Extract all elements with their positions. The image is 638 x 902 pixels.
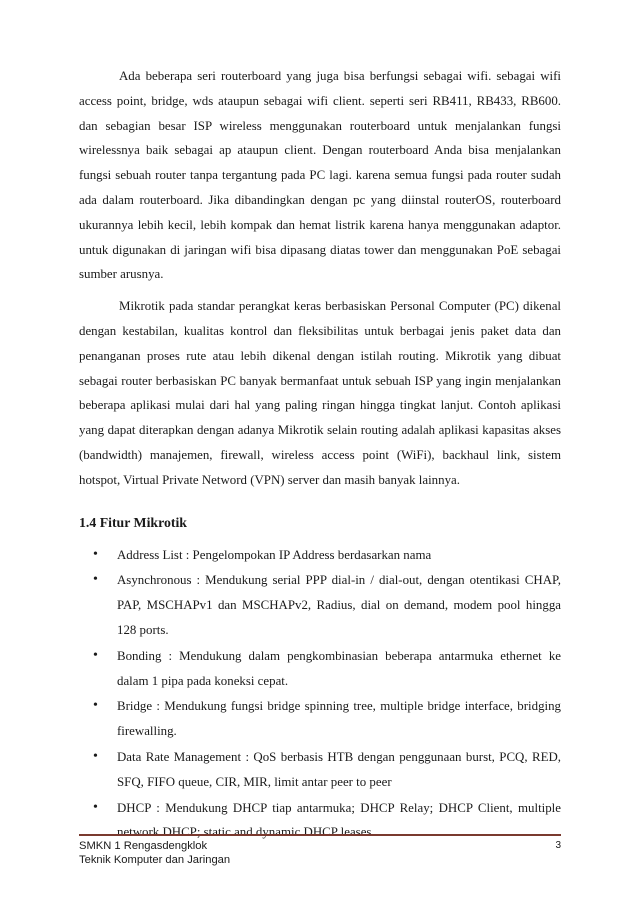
footer-department: Teknik Komputer dan Jaringan xyxy=(79,854,231,866)
bullet-icon: • xyxy=(93,572,98,588)
feature-text: Data Rate Management : QoS berbasis HTB dengan penggunaan burst, PCQ, RED, SFQ, FIFO queue, CIR, MIR, limit antar peer to peer xyxy=(117,749,561,789)
paragraph-mikrotik-pc: Mikrotik pada standar perangkat keras berbasiskan Personal Computer (PC) dikenal dengan kestabilan, kualitas kontrol dan fleksibilitas untuk berbagai jenis paket data dan penanganan proses rute atau lebih dikenal dengan istilah routing. Mikrotik yang dibuat sebagai router berbasiskan PC banyak bermanfaat untuk sebuah ISP yang ingin menjalankan beberapa aplikasi mulai dari hal yang paling ringan hingga tingkat lanjut. Contoh aplikasi yang dapat diterapkan dengan adanya Mikrotik selain routing adalah aplikasi kapasitas akses (bandwidth) manajemen, firewall, wireless access point (WiFi), backhaul link, sistem hotspot, Virtual Private Netword (VPN) server dan masih banyak lainnya. xyxy=(79,299,561,487)
feature-text: Asynchronous : Mendukung serial PPP dial-in / dial-out, dengan otentikasi CHAP, PAP, MSCHAPv1 dan MSCHAPv2, Radius, dial on demand, modem pool hingga 128 ports. xyxy=(117,573,561,637)
feature-list-item xyxy=(93,745,561,795)
page-content xyxy=(79,64,561,846)
footer-rule xyxy=(79,834,561,836)
feature-text: DHCP : Mendukung DHCP tiap antarmuka; DHCP Relay; DHCP Client, multiple network DHCP; static and dynamic DHCP leases. xyxy=(117,800,561,840)
feature-list-item xyxy=(93,644,561,694)
footer-school: SMKN 1 Rengasdengklok xyxy=(79,840,208,852)
paragraph-routerboard: Ada beberapa seri routerboard yang juga bisa berfungsi sebagai wifi. sebagai wifi access point, bridge, wds ataupun sebagai wifi client. seperti seri RB411, RB433, RB600. dan sebagian besar ISP wireless menggunakan routerboard untuk menjalankan fungsi wirelessnya baik sebagai ap ataupun client. Dengan routerboard Anda bisa menjalankan fungsi sebuah router tanpa tergantung pada PC lagi. karena semua fungsi pada router sudah ada dalam routerboard. Jika dibandingkan dengan pc yang diinstal routerOS, routerboard ukurannya lebih kecil, lebih kompak dan hemat listrik karena hanya menggunakan adaptor. untuk digunakan di jaringan wifi bisa dipasang diatas tower dan menggunakan PoE sebagai sumber arusnya. xyxy=(79,69,561,282)
feature-list-item xyxy=(93,694,561,744)
page-number: 3 xyxy=(555,840,561,851)
bullet-icon: • xyxy=(93,698,98,714)
bullet-icon: • xyxy=(93,748,98,764)
feature-text: Address List : Pengelompokan IP Address berdasarkan nama xyxy=(117,547,432,562)
feature-list-item xyxy=(93,543,561,568)
footer-info xyxy=(79,839,230,867)
feature-text: Bonding : Mendukung dalam pengkombinasian beberapa antarmuka ethernet ke dalam 1 pipa pada koneksi cepat. xyxy=(117,648,561,688)
section-heading: 1.4 Fitur Mikrotik xyxy=(79,514,187,530)
feature-list-item xyxy=(93,796,561,846)
bullet-icon: • xyxy=(93,546,98,562)
feature-list xyxy=(79,543,561,846)
bullet-icon: • xyxy=(93,647,98,663)
feature-list-item xyxy=(93,568,561,642)
feature-text: Bridge : Mendukung fungsi bridge spinning tree, multiple bridge interface, bridging firewalling. xyxy=(117,699,561,739)
bullet-icon: • xyxy=(93,799,98,815)
